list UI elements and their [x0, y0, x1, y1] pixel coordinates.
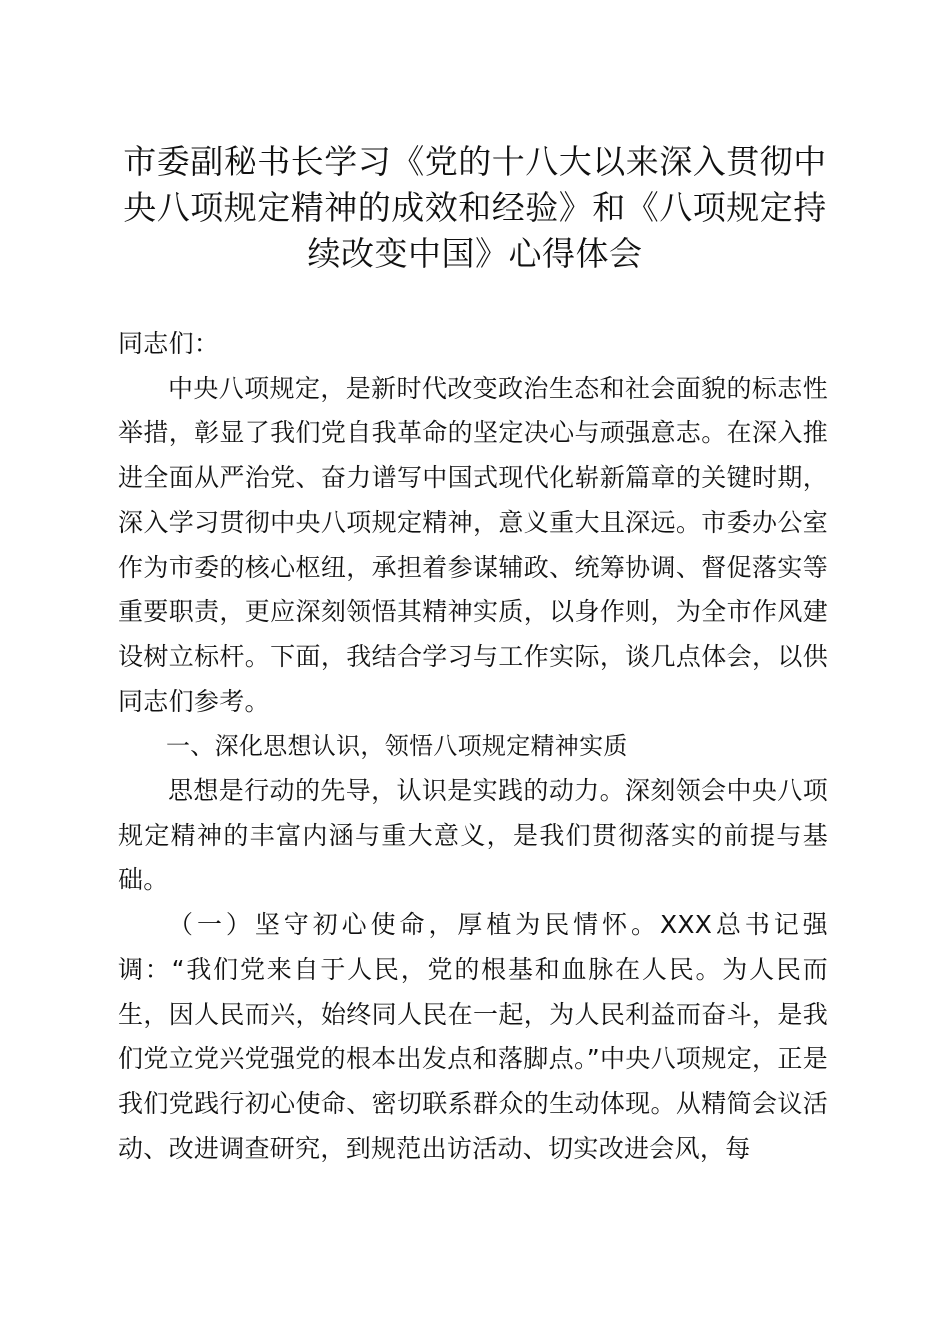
salutation: 同志们：: [118, 329, 220, 358]
paragraph-subsection-1: （一）坚守初心使命，厚植为民情怀。XXX总书记强调：“我们党来自于人民，党的根基和血脉在人民。为人民而生，因人民而兴，始终同人民在一起，为人民利益而奋斗，是我们党立党兴党强党的根本出发点和落脚点。”中央八项规定，正是我们党践行初心使命、密切联系群众的生动体现。从精简会议活动、改进调查研究，到规范出访活动、切实改进会风，每: [118, 910, 828, 1163]
paragraph-section-1: 思想是行动的先导，认识是实践的动力。深刻领会中央八项规定精神的丰富内涵与重大意义，是我们贯彻落实的前提与基础。: [118, 776, 828, 895]
document-body: [118, 322, 828, 1171]
document-title: 市委副秘书长学习《党的十八大以来深入贯彻中央八项规定精神的成效和经验》和《八项规定持续改变中国》心得体会: [123, 142, 827, 273]
section-heading-1: 一、深化思想认识，领悟八项规定精神实质: [166, 732, 628, 761]
paragraph-intro: 中央八项规定，是新时代改变政治生态和社会面貌的标志性举措，彰显了我们党自我革命的坚定决心与顽强意志。在深入推进全面从严治党、奋力谱写中国式现代化崭新篇章的关键时期，深入学习贯彻中央八项规定精神，意义重大且深远。市委办公室作为市委的核心枢纽，承担着参谋辅政、统筹协调、督促落实等重要职责，更应深刻领悟其精神实质，以身作则，为全市作风建设树立标杆。下面，我结合学习与工作实际，谈几点体会，以供同志们参考。: [118, 373, 828, 716]
